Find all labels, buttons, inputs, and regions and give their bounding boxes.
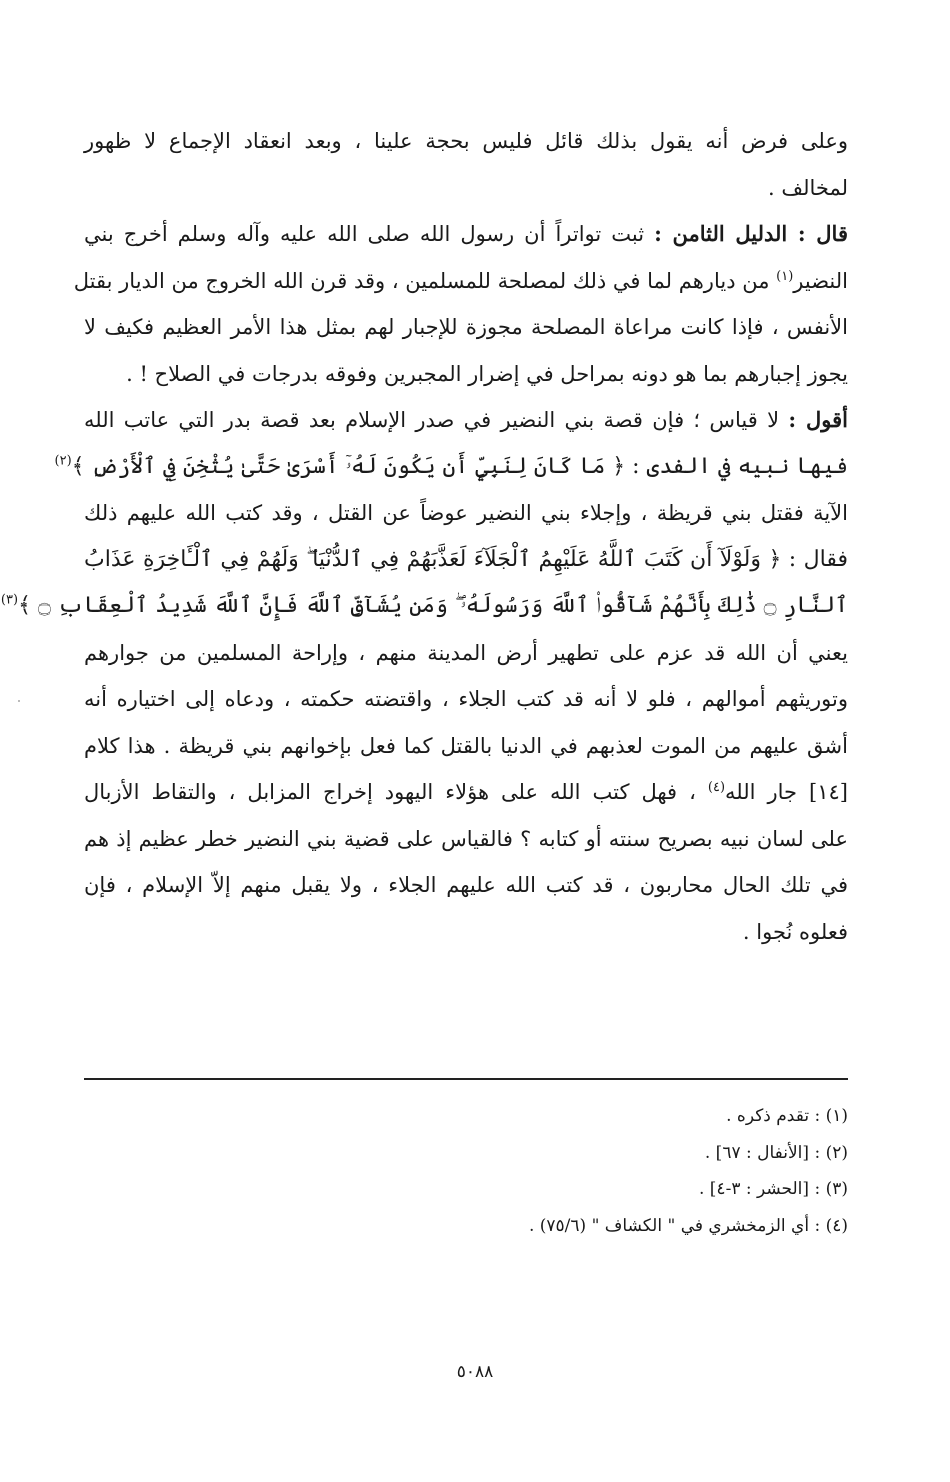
text-line [84, 211, 848, 258]
line-text: فقال : ﴿ وَلَوْلَآ أَن كَتَبَ ٱللَّهُ عَلَيْهِمُ ٱلْجَلَآءَ لَعَذَّبَهُمْ فِي ٱلدُّنْيَا ۖ وَلَهُمْ فِي ٱلْـَٔاخِرَةِ عَذَابُ [84, 546, 848, 572]
main-text-body [0, 118, 848, 955]
line-text: يعني أن الله قد عزم على تطهير أرض المدينة منهم ، وإراحة المسلمين من جوارهم [84, 640, 848, 665]
text-line [84, 118, 848, 165]
line-text: ٱلنَّارِ ۝ ذَٰلِكَ بِأَنَّهُمْ شَآقُّوا۟ ٱللَّهَ وَرَسُولَهُۥ ۖ وَمَن يُشَآقِّ ٱللَّهَ فَإِنَّ ٱللَّهَ شَدِيدُ ٱلْعِقَابِ ۝ ﴾ [18, 593, 848, 618]
text-line [84, 630, 848, 677]
section-lead: قال : الدليل الثامن : [654, 221, 848, 246]
footnote-marker[interactable]: (٢) [54, 453, 72, 469]
text-line [84, 769, 848, 816]
page-number: ٥٠٨٨ [456, 1362, 494, 1382]
text-line [84, 723, 848, 770]
text-line [84, 490, 848, 537]
footnote-divider [84, 1078, 848, 1080]
line-text: يجوز إجبارهم بما هو دونه بمراحل في إضرار المجبرين وفوقه بدرجات في الصلاح ! . [126, 361, 848, 386]
line-text: الأنفس ، فإذا كانت مراعاة المصلحة مجوزة للإجبار لهم بمثل هذا الأمر العظيم فكيف لا [84, 315, 848, 339]
line-text-rest: من ديارهم لما في ذلك لمصلحة للمسلمين ، وقد قرن الله الخروج من الديار بقتل [73, 268, 777, 293]
line-text: وتوريثهم أموالهم ، فلو لا أنه قد كتب الجلاء ، واقتضته حكمته ، ودعاه إلى اختياره أنه [84, 687, 848, 711]
text-line [84, 397, 848, 444]
line-text: [١٤] جار الله [725, 780, 848, 804]
text-line [54, 444, 848, 491]
footnote-item: (٣) : [الحشر : ٣-٤] . [698, 1179, 848, 1199]
text-line [84, 351, 848, 398]
text-line [84, 676, 848, 723]
scan-speck [18, 700, 20, 702]
footnote-item: (١) : تقدم ذكره . [726, 1106, 848, 1126]
line-text: في تلك الحال محاربون ، قد كتب الله عليهم الجلاء ، ولا يقبل منهم إلاّ الإسلام ، فإن [84, 873, 848, 897]
footnote-marker[interactable]: (١) [776, 268, 794, 284]
line-text: لمخالف . [768, 175, 848, 200]
text-line [84, 862, 848, 909]
line-text: النضير [793, 268, 848, 293]
line-text: لا قياس ؛ فإن قصة بني النضير في صدر الإسلام بعد قصة بدر التي عاتب الله [84, 408, 789, 432]
line-text: الآية فقتل بني قريظة ، وإجلاء بني النضير عوضاً عن القتل ، وقد كتب الله عليهم ذلك [84, 501, 848, 525]
line-text: فعلوه نُجوا . [742, 919, 848, 944]
line-text-rest: ، فهل كتب الله على هؤلاء اليهود إخراج المزابل ، والتقاط الأزبال [84, 780, 708, 804]
footnote-marker[interactable]: (٤) [707, 780, 726, 795]
line-text: وعلى فرض أنه يقول بذلك قائل فليس بحجة علينا ، وبعد انعقاد الإجماع لا ظهور [84, 129, 848, 153]
text-line [0, 583, 848, 630]
footnote-marker[interactable]: (٣) [0, 592, 19, 608]
line-text: على لسان نبيه بصريح سنته أو كتابه ؟ فالقياس على قضية بني النضير خطر عظيم إذ هم [84, 826, 848, 851]
text-line [84, 165, 848, 212]
text-line [84, 816, 848, 863]
text-line [84, 304, 848, 351]
text-line [84, 909, 848, 956]
text-line [84, 537, 848, 584]
footnote-item: (٤) : أي الزمخشري في " الكشاف " (٧٥/٦) . [528, 1215, 848, 1236]
line-text: أشق عليهم من الموت لعذبهم في الدنيا بالقتل كما فعل بإخوانهم بني قريظة . هذا كلام [84, 733, 848, 758]
line-text: ثبت تواتراً أن رسول الله صلى الله عليه وآله وسلم أخرج بني [84, 222, 655, 246]
line-text: فيها نبيه في الفدى : ﴿ مَا كَانَ لِنَبِيٍّ أَن يَكُونَ لَهُۥٓ أَسْرَىٰ حَتَّىٰ يُثْخِنَ فِي ٱلْأَرْضِ ﴾ [71, 453, 848, 479]
footnotes-section [84, 1098, 848, 1244]
section-lead: أقول : [788, 407, 848, 432]
text-line [73, 258, 848, 305]
footnote-item: (٢) : [الأنفال : ٦٧] . [704, 1142, 848, 1163]
